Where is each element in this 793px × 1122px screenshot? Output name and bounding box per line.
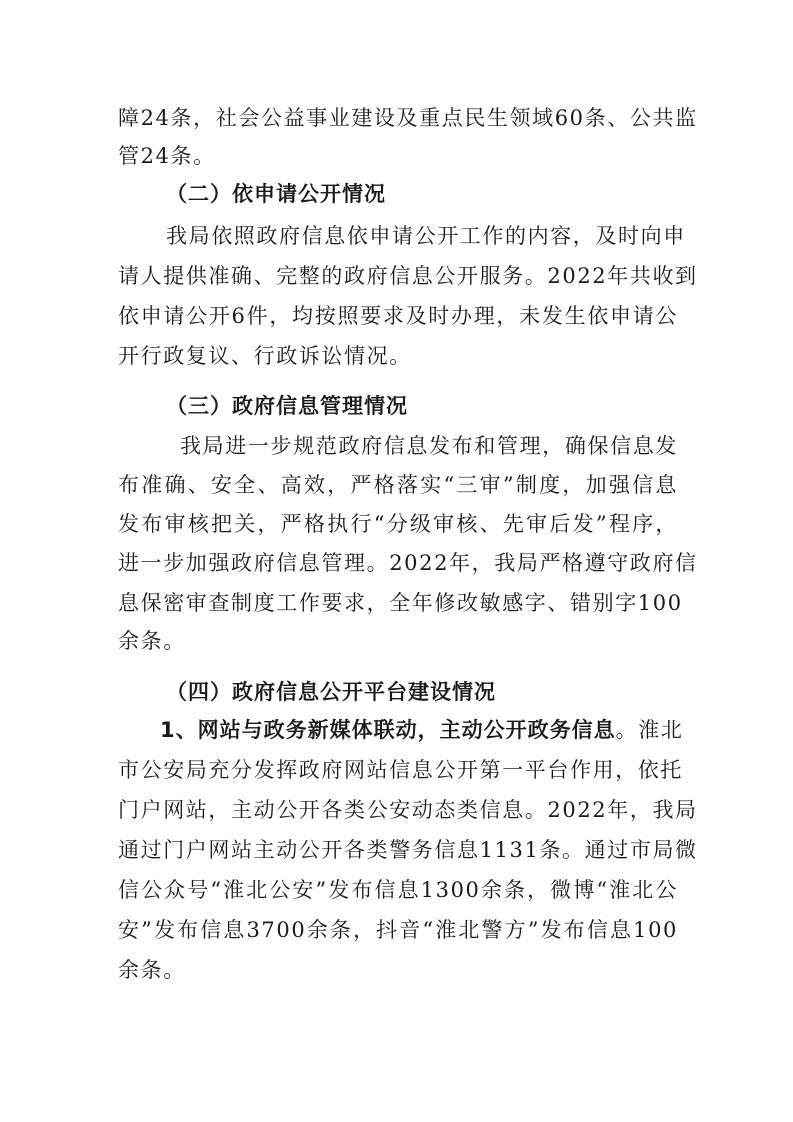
paragraph-line: 障24条，社会公益事业建设及重点民生领域60条、公共监 — [118, 106, 698, 130]
paragraph-line: 发布审核把关，严格执行“分级审核、先审后发”程序， — [118, 512, 678, 536]
item-1-lead — [160, 716, 684, 744]
paragraph-line: 请人提供准确、完整的政府信息公开服务。2022年共收到 — [118, 264, 698, 288]
paragraph-line: 我局依照政府信息依申请公开工作的内容，及时向申 — [166, 224, 686, 248]
section-heading-4: （四）政府信息公开平台建设情况 — [166, 680, 496, 704]
item-1-title: 1、网站与政务新媒体联动，主动公开政务信息 — [160, 718, 616, 742]
section-heading-2: （二）依申请公开情况 — [166, 182, 386, 206]
paragraph-line: 布准确、安全、高效，严格落实“三审”制度，加强信息 — [118, 473, 678, 497]
paragraph-line: 通过门户网站主动公开各类警务信息1131条。通过市局微 — [118, 838, 698, 862]
paragraph-line: 安”发布信息3700余条，抖音“淮北警方”发布信息100 — [118, 918, 678, 942]
paragraph-line: 余条。 — [118, 958, 186, 982]
paragraph-line: 开行政复议、行政诉讼情况。 — [118, 344, 412, 368]
item-1-title-tail: 。淮北 — [615, 718, 684, 742]
paragraph-line: 息保密审查制度工作要求，全年修改敏感字、错别字100 — [118, 591, 683, 615]
paragraph-line: 市公安局充分发挥政府网站信息公开第一平台作用，依托 — [118, 758, 683, 782]
paragraph-line: 信公众号“淮北公安”发布信息1300余条，微博“淮北公 — [118, 878, 678, 902]
section-heading-3: （三）政府信息管理情况 — [166, 394, 408, 418]
paragraph-line: 门户网站，主动公开各类公安动态类信息。2022年，我局 — [118, 798, 698, 822]
paragraph-line: 余条。 — [118, 629, 186, 653]
paragraph-line: 管24条。 — [118, 144, 216, 168]
paragraph-line: 我局进一步规范政府信息发布和管理，确保信息发 — [180, 434, 678, 458]
paragraph-line: 依申请公开6件，均按照要求及时办理，未发生依申请公 — [118, 304, 678, 328]
paragraph-line: 进一步加强政府信息管理。2022年，我局严格遵守政府信 — [118, 551, 698, 575]
